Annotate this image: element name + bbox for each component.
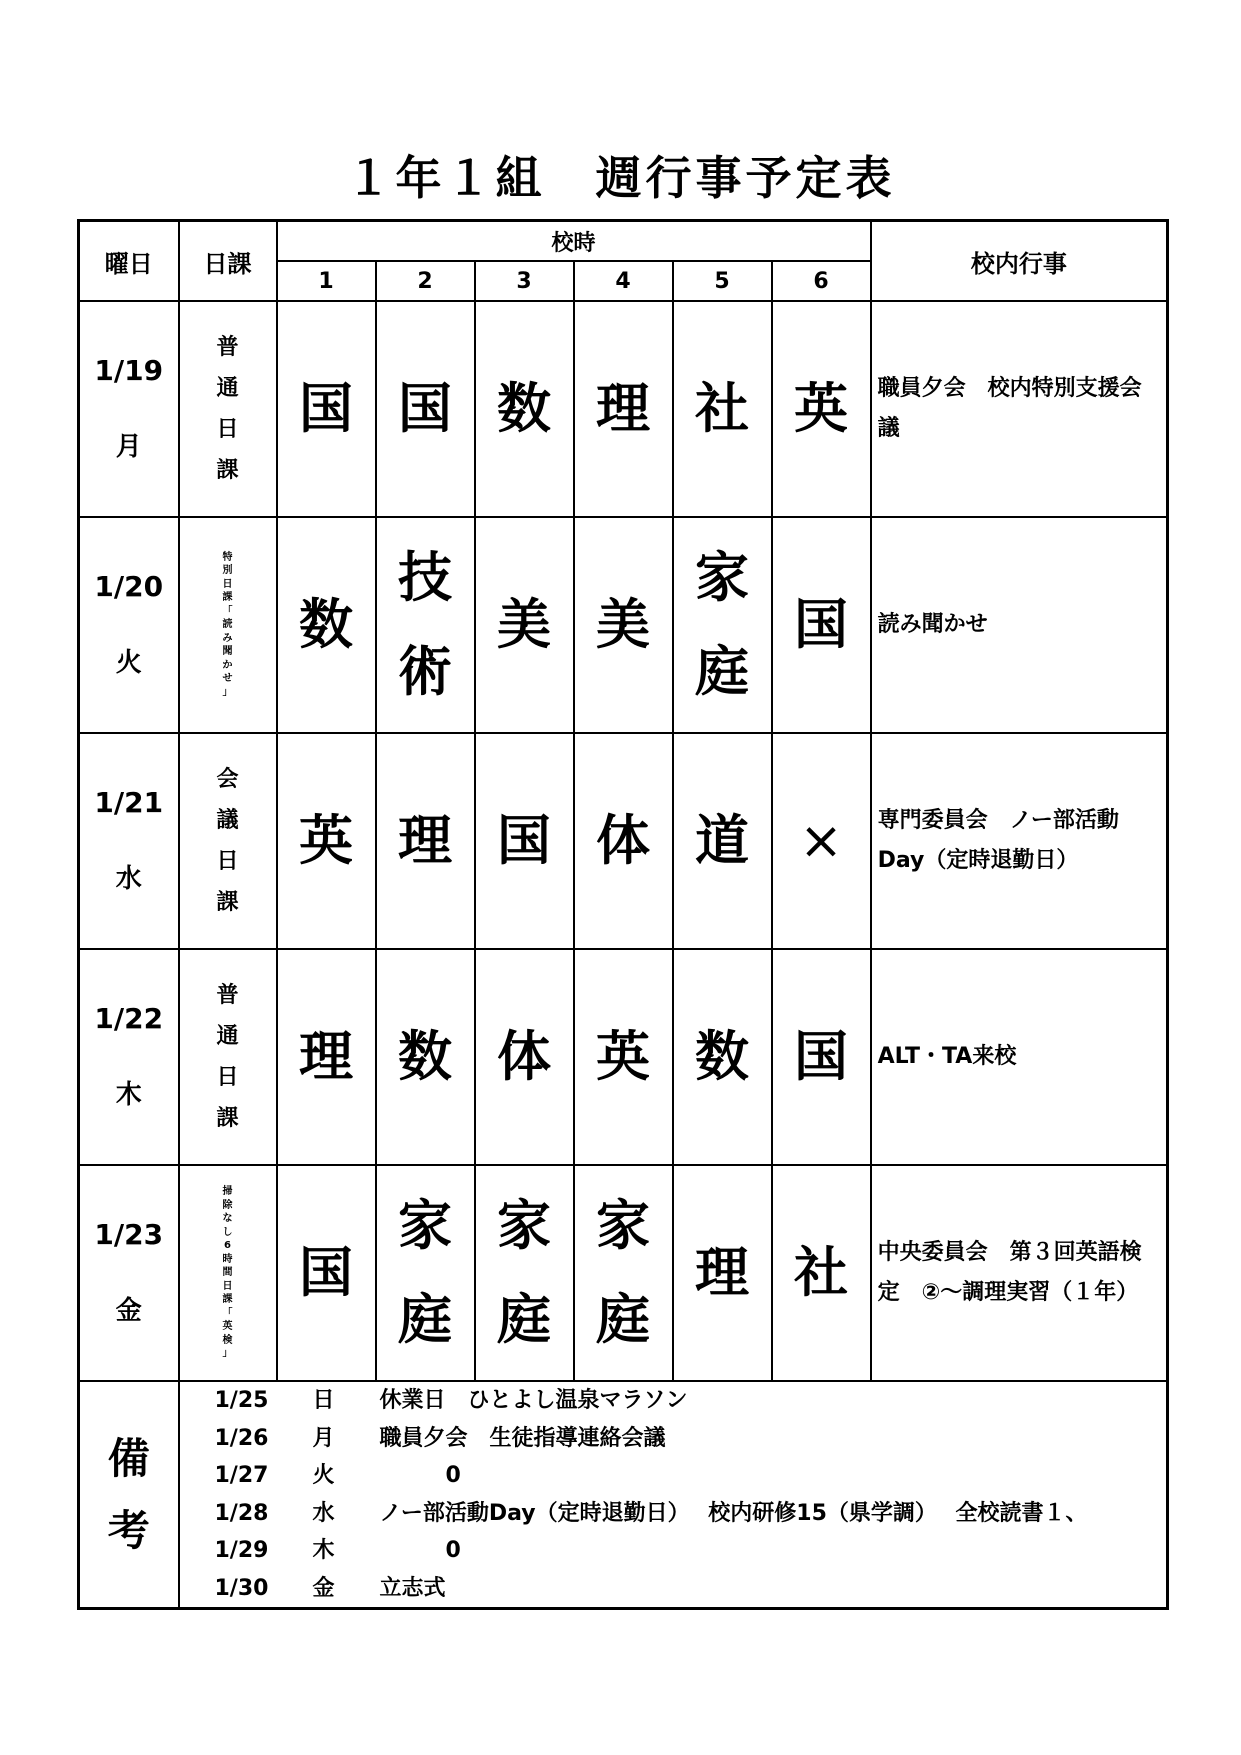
schedule-type-char: 検 [222,1334,233,1346]
schedule-type-char: し [222,1226,233,1238]
subject-char: 美 [497,593,551,656]
day-of-week: 火 [115,648,142,678]
notes-label-char: 考 [107,1505,150,1555]
subject-cell [772,733,871,949]
subject-cell [673,949,772,1165]
subject-char: 庭 [398,1288,452,1351]
note-day-of-week: 日 [312,1388,335,1413]
note-day-of-week: 月 [312,1425,335,1451]
subject-cell [673,517,772,733]
subject-cell [277,301,376,517]
subject-char: 庭 [695,640,749,703]
schedule-type-cell [179,301,277,517]
day-row [79,517,1168,733]
header-day: 曜日 [79,221,179,302]
notes-content [179,1381,1168,1609]
event-cell [871,949,1168,1165]
period-header: 3 [475,261,574,301]
subject-cell [277,1165,376,1381]
subject-char: 英 [299,809,353,872]
period-header: 5 [673,261,772,301]
schedule-type-char: 除 [222,1199,233,1211]
note-text: 職員夕会 生徒指導連絡会議 [379,1425,666,1451]
schedule-type-char: 課 [222,1294,233,1306]
subject-char: 数 [497,377,551,440]
subject-char: 理 [398,809,452,872]
note-date: 1/25 [214,1388,269,1413]
subject-char: 数 [695,1025,749,1088]
schedule-type-char: せ [222,673,233,685]
schedule-type-cell [179,949,277,1165]
subject-char: 国 [794,1025,849,1088]
schedule-type-char: 」 [222,686,233,698]
page-title: １年１組 週行事予定表 [345,151,896,205]
day-row [79,733,1168,949]
subject-cell [376,1165,475,1381]
schedule-type-char: 普 [216,983,239,1008]
subject-cell [376,949,475,1165]
schedule-type-char: か [222,659,233,671]
schedule-type-char: 6 [224,1240,231,1252]
weekly-schedule-table [77,219,1169,1610]
period-header: 4 [574,261,673,301]
subject-char: 庭 [497,1288,551,1351]
schedule-type-cell [179,733,277,949]
note-date: 1/30 [214,1575,269,1601]
schedule-type-char: 日 [216,849,239,874]
schedule-type-char: 会 [216,767,239,792]
subject-cell [574,517,673,733]
note-line [180,1382,1167,1420]
subject-cell [574,949,673,1165]
subject-char: 社 [794,1241,849,1304]
subject-char: 家 [497,1194,551,1257]
schedule-type-char: 普 [216,335,239,360]
note-date: 1/27 [214,1463,269,1488]
schedule-type-char: み [222,632,233,644]
note-text: 0 [379,1538,461,1563]
subject-char: 英 [596,1025,650,1088]
event-cell [871,733,1168,949]
subject-cell [673,733,772,949]
subject-char: 家 [596,1194,650,1257]
schedule-type-char: 」 [222,1348,233,1360]
subject-char: 国 [299,1241,353,1304]
period-header: 2 [376,261,475,301]
event-text: 職員夕会 校内特別支援会議 [877,376,1142,441]
subject-cell [376,301,475,517]
note-line [180,1495,1167,1533]
subject-cell [574,1165,673,1381]
event-cell [871,301,1168,517]
day-row [79,301,1168,517]
schedule-type-cell [179,1165,277,1381]
schedule-type-char: 課 [222,592,233,604]
subject-cell [475,733,574,949]
schedule-type-char: 間 [222,1267,233,1279]
note-line [180,1420,1167,1458]
event-text: 専門委員会 ノー部活動Day（定時退勤日） [877,808,1119,873]
note-day-of-week: 金 [312,1575,335,1601]
subject-cell [772,1165,871,1381]
subject-char: 術 [398,640,452,703]
schedule-type-char: 日 [222,1280,233,1292]
event-text: 中央委員会 第３回英語検定 ②～調理実習（１年） [877,1240,1142,1305]
schedule-type-char: 読 [222,619,233,631]
schedule-type-char: 課 [216,890,239,915]
subject-char: 国 [497,809,551,872]
schedule-type-char: 日 [216,417,239,442]
subject-cell [673,1165,772,1381]
note-date: 1/26 [214,1425,269,1451]
note-line [180,1532,1167,1570]
subject-char: 家 [398,1194,452,1257]
subject-cell [475,1165,574,1381]
day-date: 1/19 [94,354,164,387]
subject-char: 数 [398,1025,452,1088]
period-header: 6 [772,261,871,301]
subject-cell [574,733,673,949]
schedule-type-char: 課 [216,1106,239,1131]
header-events: 校内行事 [871,221,1168,302]
day-cell [79,301,179,517]
subject-cell [277,517,376,733]
subject-char: 体 [596,809,650,872]
note-text: ノー部活動Day（定時退勤日） 校内研修15（県学調） 全校読書１、 [379,1500,1088,1526]
subject-char: 道 [695,809,749,872]
subject-cell [475,517,574,733]
schedule-type-char: 時 [222,1253,233,1265]
subject-char: 数 [299,593,353,656]
subject-cell [277,949,376,1165]
header-periods: 校時 [277,221,871,262]
subject-char: 国 [299,377,353,440]
note-day-of-week: 火 [312,1463,335,1488]
notes-row [79,1381,1168,1609]
notes-label-char: 備 [107,1433,150,1483]
subject-char: 社 [695,377,749,440]
event-cell [871,517,1168,733]
schedule-type-char: な [222,1213,233,1225]
note-text: 休業日 ひとよし温泉マラソン [379,1388,688,1413]
schedule-type-char: 通 [216,1024,239,1049]
schedule-type-char: 特 [222,551,233,563]
notes-label [79,1381,179,1609]
subject-char: 理 [596,377,650,440]
schedule-type-cell [179,517,277,733]
schedule-type-char: 通 [216,376,239,401]
schedule-type-char: 「 [222,605,233,617]
subject-char: × [799,811,843,871]
subject-cell [475,949,574,1165]
event-text: 読み聞かせ [877,612,988,637]
note-line [180,1570,1167,1608]
note-date: 1/29 [214,1538,269,1563]
schedule-type-char: 掃 [222,1186,233,1198]
day-date: 1/23 [94,1218,164,1251]
subject-char: 家 [695,546,749,609]
subject-cell [475,301,574,517]
day-date: 1/20 [94,570,164,603]
subject-cell [772,301,871,517]
subject-char: 体 [497,1025,551,1088]
event-cell [871,1165,1168,1381]
subject-cell [772,517,871,733]
subject-char: 庭 [596,1288,650,1351]
note-date: 1/28 [214,1500,269,1526]
schedule-type-char: 「 [222,1307,233,1319]
day-of-week: 水 [115,864,142,894]
subject-char: 理 [299,1025,353,1088]
subject-char: 英 [794,377,849,440]
subject-char: 美 [596,593,650,656]
day-of-week: 木 [115,1080,142,1110]
schedule-type-char: 英 [222,1321,233,1333]
day-of-week: 金 [115,1296,142,1326]
subject-cell [376,733,475,949]
day-cell [79,1165,179,1381]
note-text: 立志式 [379,1575,446,1601]
subject-char: 理 [695,1241,749,1304]
day-date: 1/22 [94,1002,164,1035]
subject-char: 国 [398,377,452,440]
day-cell [79,733,179,949]
subject-cell [772,949,871,1165]
schedule-type-char: 議 [216,808,239,833]
event-text: ALT・TA来校 [877,1044,1017,1069]
subject-cell [277,733,376,949]
subject-char: 国 [794,593,849,656]
subject-cell [673,301,772,517]
header-schedule: 日課 [179,221,277,302]
day-of-week: 月 [115,432,142,462]
day-cell [79,949,179,1165]
day-cell [79,517,179,733]
note-day-of-week: 水 [312,1500,335,1526]
note-line [180,1457,1167,1495]
note-day-of-week: 木 [312,1538,335,1563]
note-text: 0 [379,1463,461,1488]
schedule-type-char: 別 [222,565,233,577]
period-header: 1 [277,261,376,301]
schedule-type-char: 日 [216,1065,239,1090]
day-row [79,1165,1168,1381]
subject-cell [376,517,475,733]
day-date: 1/21 [94,786,164,819]
schedule-type-char: 聞 [222,646,233,658]
schedule-type-char: 課 [216,458,239,483]
schedule-type-char: 日 [222,578,233,590]
day-row [79,949,1168,1165]
subject-cell [574,301,673,517]
subject-char: 技 [398,546,452,609]
